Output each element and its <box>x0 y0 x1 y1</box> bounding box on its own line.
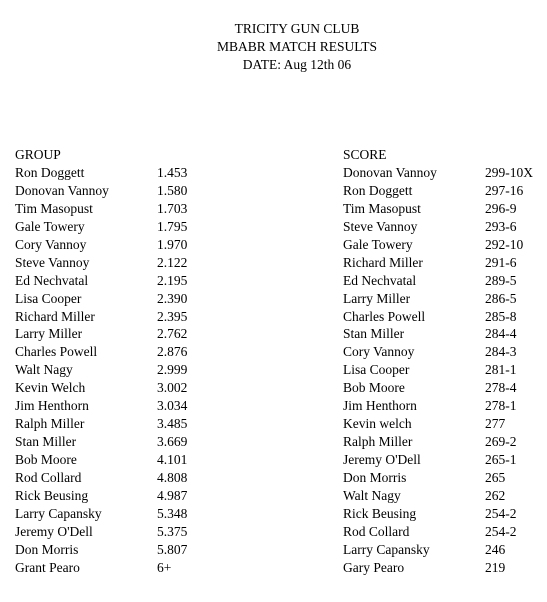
match-score: 262 <box>485 487 506 503</box>
shooter-name: Steve Vannoy <box>343 218 418 234</box>
match-score: 254-2 <box>485 523 517 539</box>
shooter-name: Stan Miller <box>343 326 405 342</box>
group-size: 4.987 <box>157 487 188 503</box>
group-size: 2.395 <box>157 308 188 324</box>
group-size: 4.808 <box>157 469 188 485</box>
shooter-name: Steve Vannoy <box>15 254 90 270</box>
shooter-name: Lisa Cooper <box>15 290 82 306</box>
shooter-name: Kevin welch <box>343 416 412 432</box>
group-size: 5.375 <box>157 523 188 539</box>
group-size: 1.580 <box>157 182 188 198</box>
shooter-name: Gary Pearo <box>343 559 405 575</box>
shooter-name: Ed Nechvatal <box>343 272 417 288</box>
match-score: 254-2 <box>485 505 517 521</box>
shooter-name: Jeremy O'Dell <box>15 523 93 539</box>
shooter-name: Larry Miller <box>15 326 83 342</box>
shooter-name: Larry Miller <box>343 290 411 306</box>
match-score: 278-4 <box>485 380 517 396</box>
match-score: 269-2 <box>485 434 517 450</box>
shooter-name: Grant Pearo <box>15 559 80 575</box>
shooter-name: Rod Collard <box>343 523 410 539</box>
club-name: TRICITY GUN CLUB <box>234 21 360 36</box>
shooter-name: Rick Beusing <box>343 505 417 521</box>
match-score: 291-6 <box>485 254 517 270</box>
group-size: 2.390 <box>157 290 188 306</box>
match-score: 289-5 <box>485 272 517 288</box>
match-date: DATE: Aug 12th 06 <box>242 57 352 72</box>
group-size: 3.002 <box>157 380 188 396</box>
match-score: 285-8 <box>485 308 517 324</box>
shooter-name: Richard Miller <box>15 308 95 324</box>
match-score: 292-10 <box>485 236 524 252</box>
shooter-name: Donovan Vannoy <box>15 182 109 198</box>
shooter-name: Donovan Vannoy <box>343 165 437 180</box>
match-score: 293-6 <box>485 218 517 234</box>
shooter-name: Rod Collard <box>15 469 82 485</box>
group-size: 5.807 <box>157 541 188 557</box>
shooter-name: Cory Vannoy <box>343 344 415 360</box>
group-size: 2.999 <box>157 362 188 378</box>
shooter-name: Charles Powell <box>343 308 426 324</box>
match-score: 219 <box>485 559 506 575</box>
group-size: 1.795 <box>157 218 188 234</box>
match-score: 296-9 <box>485 200 517 216</box>
shooter-name: Jim Henthorn <box>343 398 417 414</box>
score-header: SCORE <box>343 147 387 162</box>
document-title: MBABR MATCH RESULTS <box>216 39 378 54</box>
shooter-name: Jim Henthorn <box>15 398 89 414</box>
group-size: 5.348 <box>157 505 188 521</box>
shooter-name: Don Morris <box>15 541 79 557</box>
shooter-name: Don Morris <box>343 469 407 485</box>
group-size: 3.034 <box>157 398 188 414</box>
shooter-name: Kevin Welch <box>15 380 86 396</box>
group-size: 6+ <box>157 559 172 575</box>
group-size: 2.122 <box>157 254 188 270</box>
match-score: 265-1 <box>485 452 517 467</box>
group-size: 1.703 <box>157 200 188 216</box>
group-size: 1.970 <box>157 236 188 252</box>
shooter-name: Gale Towery <box>343 236 413 252</box>
match-score: 299-10X <box>485 165 533 180</box>
group-header: GROUP <box>15 147 61 162</box>
shooter-name: Tim Masopust <box>343 200 421 216</box>
shooter-name: Jeremy O'Dell <box>343 452 421 467</box>
group-size: 3.485 <box>157 416 188 432</box>
shooter-name: Ralph Miller <box>15 416 85 432</box>
match-score: 277 <box>485 416 506 432</box>
match-score: 297-16 <box>485 182 524 198</box>
shooter-name: Lisa Cooper <box>343 362 410 378</box>
group-size: 2.195 <box>157 272 188 288</box>
match-score: 286-5 <box>485 290 517 306</box>
group-size: 2.762 <box>157 326 188 342</box>
shooter-name: Richard Miller <box>343 254 423 270</box>
group-size: 1.453 <box>157 165 188 180</box>
shooter-name: Walt Nagy <box>343 487 401 503</box>
shooter-name: Ed Nechvatal <box>15 272 89 288</box>
shooter-name: Gale Towery <box>15 218 85 234</box>
group-size: 2.876 <box>157 344 188 360</box>
shooter-name: Ralph Miller <box>343 434 413 450</box>
group-size: 4.101 <box>157 452 188 467</box>
match-score: 284-4 <box>485 326 517 342</box>
shooter-name: Ron Doggett <box>343 182 413 198</box>
match-score: 281-1 <box>485 362 517 378</box>
match-score: 284-3 <box>485 344 517 360</box>
shooter-name: Larry Capansky <box>15 505 102 521</box>
shooter-name: Stan Miller <box>15 434 77 450</box>
shooter-name: Charles Powell <box>15 344 98 360</box>
shooter-name: Ron Doggett <box>15 165 85 180</box>
match-score: 265 <box>485 469 506 485</box>
shooter-name: Bob Moore <box>15 452 77 467</box>
shooter-name: Larry Capansky <box>343 541 430 557</box>
shooter-name: Tim Masopust <box>15 200 93 216</box>
shooter-name: Walt Nagy <box>15 362 73 378</box>
match-score: 278-1 <box>485 398 517 414</box>
shooter-name: Bob Moore <box>343 380 405 396</box>
group-size: 3.669 <box>157 434 188 450</box>
match-score: 246 <box>485 541 506 557</box>
shooter-name: Rick Beusing <box>15 487 89 503</box>
shooter-name: Cory Vannoy <box>15 236 87 252</box>
